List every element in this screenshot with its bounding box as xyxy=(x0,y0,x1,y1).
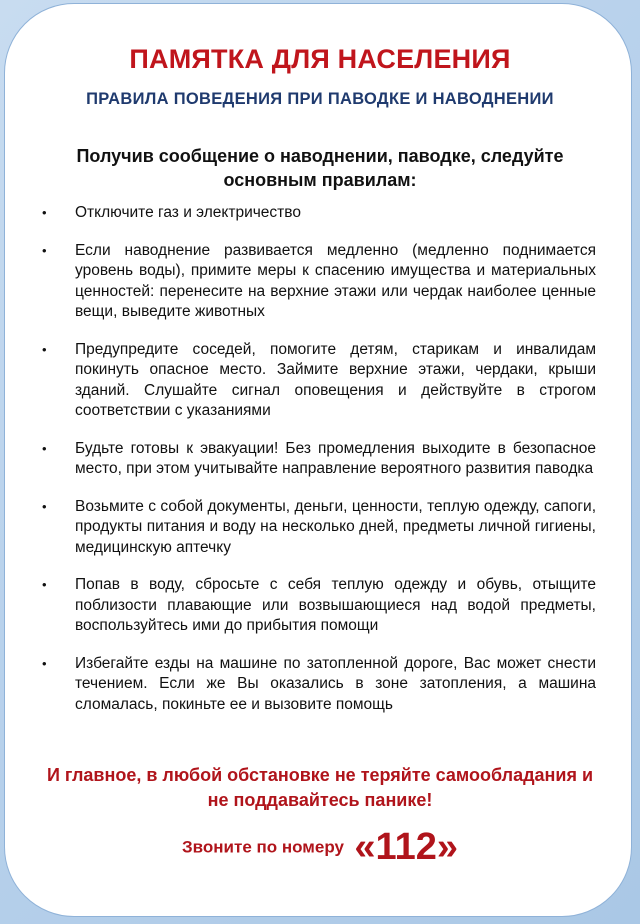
intro-text: Получив сообщение о наводнении, паводке, следуйте основным правилам: xyxy=(76,146,564,190)
rule-item xyxy=(40,439,596,480)
emergency-number: «112» xyxy=(354,826,458,868)
rule-item xyxy=(40,575,596,637)
rule-text: Отключите газ и электричество xyxy=(75,204,301,221)
rule-item xyxy=(40,340,596,422)
rule-text: Возьмите с собой документы, деньги, ценности, теплую одежду, сапоги, продукты питания и воду на несколько дней, предметы личной гигиены, медицинскую аптечку xyxy=(75,497,596,556)
rule-text: Избегайте езды на машине по затопленной дороге, Вас может снести течением. Если же Вы оказались в зоне затопления, а машина сломалась, покиньте ее и вызовите помощь xyxy=(75,654,596,713)
bullet-icon: • xyxy=(42,498,47,514)
rules-list xyxy=(40,203,596,732)
call-label: Звоните по номеру xyxy=(182,837,344,857)
page-title: ПАМЯТКА ДЛЯ НАСЕЛЕНИЯ xyxy=(129,44,511,74)
bullet-icon: • xyxy=(42,242,47,258)
bullet-icon: • xyxy=(42,577,47,592)
rule-text: Попав в воду, сбросьте с себя теплую одежду и обувь, отыщите поблизости плавающие или возвышающиеся над водой предметы, воспользуйтесь ими до прибытия помощи xyxy=(75,576,596,634)
bullet-icon: • xyxy=(42,341,47,357)
rule-text: Если наводнение развивается медленно (медленно поднимается уровень воды), примите меры к спасению имущества и материальных ценностей: перенесите на верхние этажи или чердак наиболее ценные вещи, выведите животных xyxy=(75,241,596,320)
bullet-icon: • xyxy=(42,440,47,456)
page-subtitle: ПРАВИЛА ПОВЕДЕНИЯ ПРИ ПАВОДКЕ И НАВОДНЕНИИ xyxy=(86,90,554,108)
final-note: И главное, в любой обстановке не теряйте самообладания и не поддавайтесь панике! xyxy=(46,765,594,810)
rule-item xyxy=(40,203,596,224)
bullet-icon: • xyxy=(42,655,47,671)
emergency-call xyxy=(0,826,640,869)
rule-text: Будьте готовы к эвакуации! Без промедления выходите в безопасное место, при этом учитывайте направление вероятного развития паводка xyxy=(75,439,596,477)
rule-item xyxy=(40,654,596,716)
bullet-icon: • xyxy=(42,205,47,220)
rule-item xyxy=(40,497,596,559)
rule-item xyxy=(40,241,596,323)
rule-text: Предупредите соседей, помогите детям, старикам и инвалидам покинуть опасное место. Займите верхние этажи, чердаки, крыши зданий. Слушайте сигнал оповещения и действуйте в строгом соответствии с указаниями xyxy=(75,340,596,419)
